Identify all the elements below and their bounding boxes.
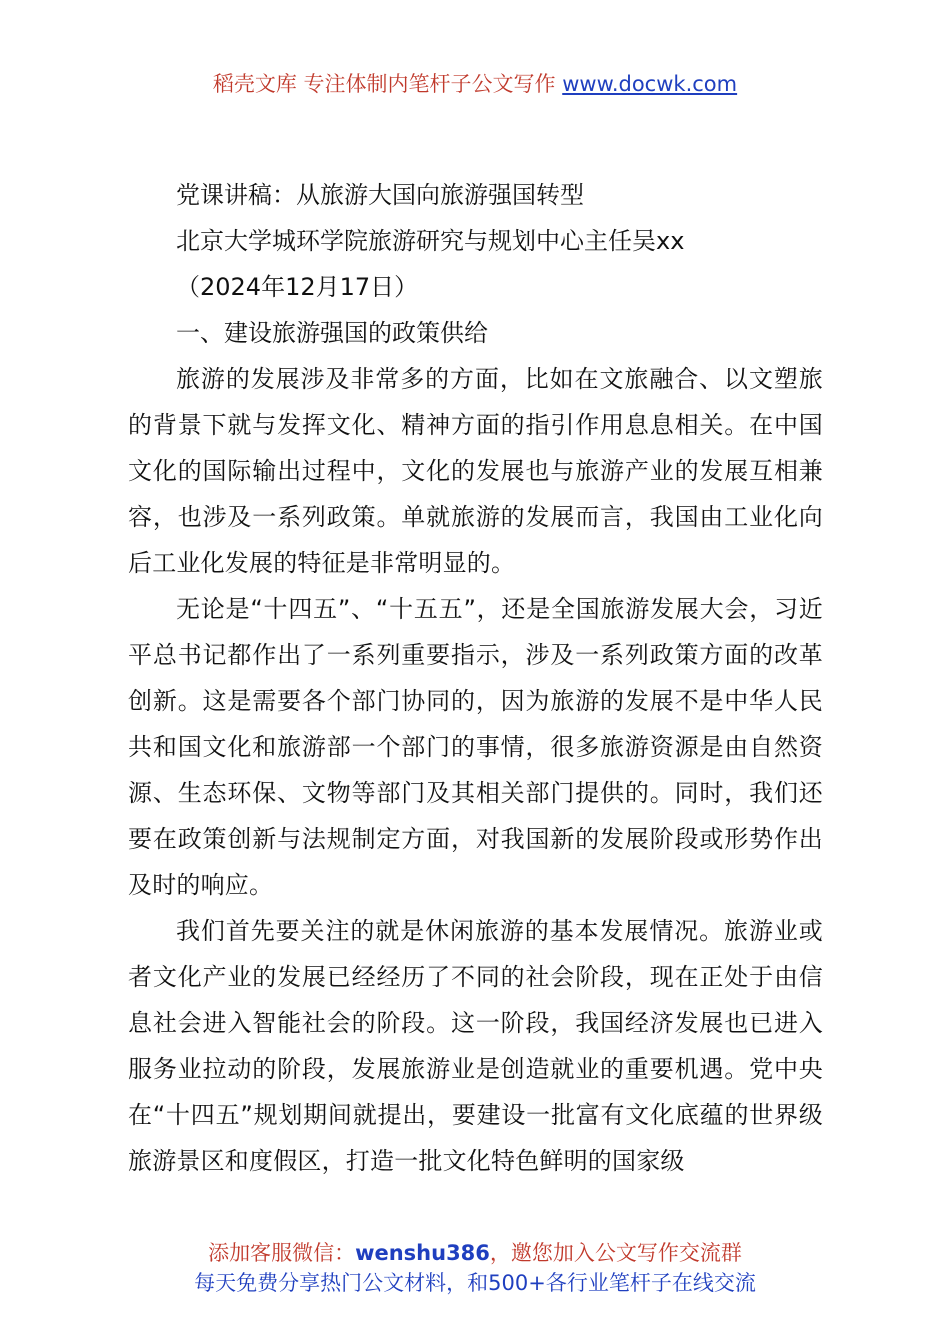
header-website-link[interactable]: www.docwk.com bbox=[562, 72, 738, 96]
document-title: 党课讲稿：从旅游大国向旅游强国转型 bbox=[176, 181, 584, 209]
body-paragraph: 旅游的发展涉及非常多的方面，比如在文旅融合、以文塑旅的背景下就与发挥文化、精神方面的指引作用息息相关。在中国文化的国际输出过程中，文化的发展也与旅游产业的发展互相兼容，也涉及一系列政策。单就旅游的发展而言，我国由工业化向后工业化发展的特征是非常明显的。 bbox=[128, 365, 823, 577]
footer-invite-text: ，邀您加入公文写作交流群 bbox=[489, 1241, 742, 1265]
document-date: （2024年12月17日） bbox=[176, 273, 419, 301]
page-header bbox=[0, 68, 950, 100]
header-brand-text: 稻壳文库 专注体制内笔杆子公文写作 bbox=[212, 72, 563, 96]
body-paragraph: 无论是“十四五”、“十五五”，还是全国旅游发展大会，习近平总书记都作出了一系列重要指示，涉及一系列政策方面的改革创新。这是需要各个部门协同的，因为旅游的发展不是中华人民共和国文化和旅游部一个部门的事情，很多旅游资源是由自然资源、生态环保、文物等部门及其相关部门提供的。同时，我们还要在政策创新与法规制定方面，对我国新的发展阶段或形势作出及时的响应。 bbox=[128, 595, 823, 899]
footer-line-1 bbox=[0, 1238, 950, 1268]
body-paragraph: 我们首先要关注的就是休闲旅游的基本发展情况。旅游业或者文化产业的发展已经经历了不同的社会阶段，现在正处于由信息社会进入智能社会的阶段。这一阶段，我国经济发展也已进入服务业拉动的阶段，发展旅游业是创造就业的重要机遇。党中央在“十四五”规划期间就提出，要建设一批富有文化底蕴的世界级旅游景区和度假区，打造一批文化特色鲜明的国家级 bbox=[128, 917, 823, 1175]
document-author: 北京大学城环学院旅游研究与规划中心主任吴xx bbox=[176, 227, 685, 255]
footer-wechat-id: wenshu386 bbox=[355, 1241, 490, 1265]
footer-line-2: 每天免费分享热门公文材料，和500+各行业笔杆子在线交流 bbox=[194, 1271, 756, 1295]
document-body bbox=[128, 172, 823, 1184]
section-heading: 一、建设旅游强国的政策供给 bbox=[176, 319, 488, 347]
footer-wechat-label: 添加客服微信： bbox=[208, 1241, 356, 1265]
page-footer bbox=[0, 1238, 950, 1298]
